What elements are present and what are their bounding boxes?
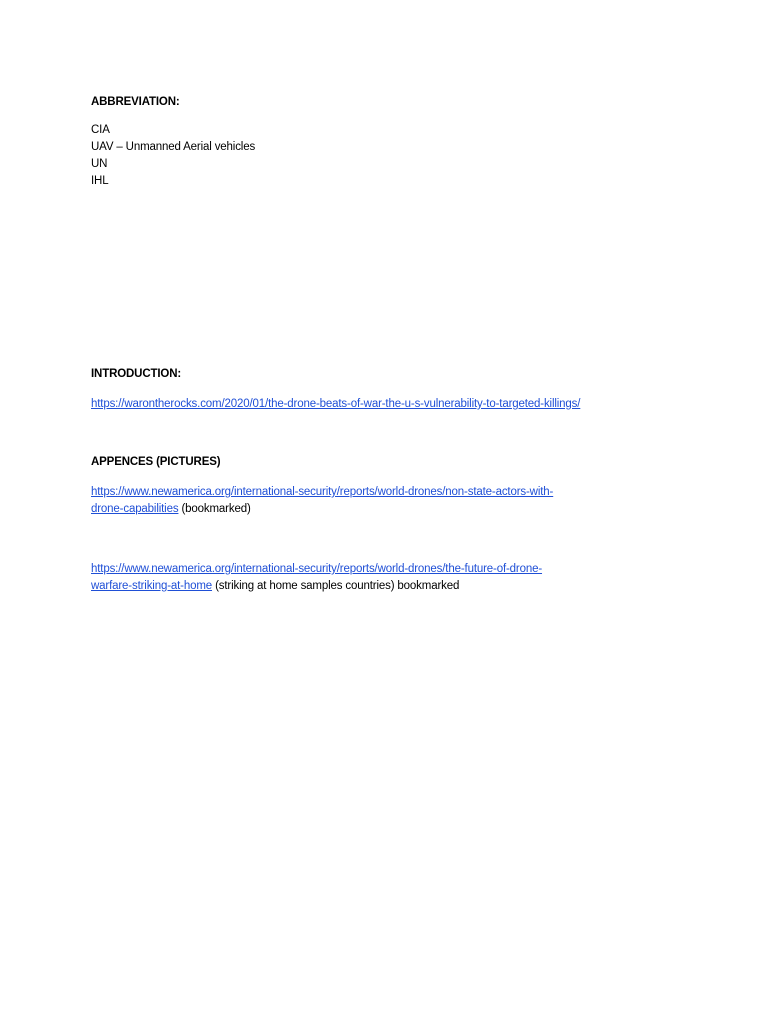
introduction-section (91, 366, 691, 383)
appendix-note: (striking at home samples countries) bookmarked (212, 580, 460, 592)
abbreviation-item: IHL (91, 175, 109, 187)
abbreviation-section (91, 94, 691, 111)
appendix-note: (bookmarked) (178, 503, 251, 515)
appendices-heading: APPENCES (PICTURES) (91, 456, 221, 468)
abbreviation-item: UN (91, 158, 108, 170)
abbreviation-item: CIA (91, 124, 110, 136)
appendix-link-line1[interactable]: https://www.newamerica.org/international-security/reports/world-drones/the-future-of-drone- (91, 563, 543, 575)
appendix-entry (91, 561, 691, 595)
abbreviation-list (91, 122, 691, 190)
appendix-link-line2[interactable]: drone-capabilities (91, 503, 179, 515)
appendix-entry (91, 484, 691, 518)
abbreviation-heading: ABBREVIATION: (91, 96, 180, 108)
appendix-link-line2[interactable]: warfare-striking-at-home (91, 580, 213, 592)
introduction-link[interactable]: https://warontherocks.com/2020/01/the-drone-beats-of-war-the-u-s-vulnerability-to-targeted-killings/ (91, 398, 581, 410)
introduction-link-block (91, 396, 691, 413)
appendix-link-line1[interactable]: https://www.newamerica.org/international-security/reports/world-drones/non-state-actors-with- (91, 486, 554, 498)
introduction-heading: INTRODUCTION: (91, 368, 182, 380)
appendices-section (91, 454, 691, 471)
abbreviation-item: UAV – Unmanned Aerial vehicles (91, 141, 256, 153)
